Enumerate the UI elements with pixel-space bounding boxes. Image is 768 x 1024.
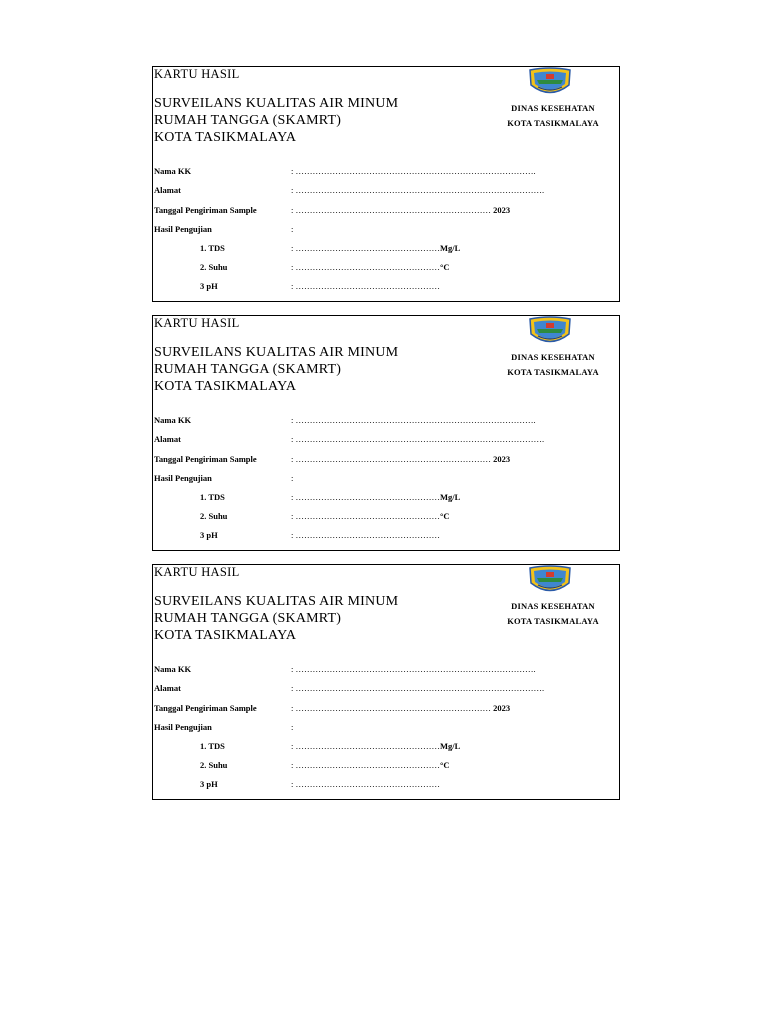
field-blank (291, 760, 450, 770)
field-dots: : …………………………………………… (291, 741, 440, 751)
field-label: Tanggal Pengiriman Sample (154, 703, 257, 713)
agency-name (483, 101, 623, 131)
title-line-2: RUMAH TANGGA (SKAMRT) (154, 611, 342, 626)
field-label: 2. Suhu (200, 760, 228, 770)
field-blank (291, 262, 450, 272)
result-card-1 (152, 66, 620, 302)
title-line-1: SURVEILANS KUALITAS AIR MINUM (154, 345, 399, 360)
field-blank (291, 703, 510, 713)
field-dots: : …………………………………………………………… (291, 205, 491, 215)
agency-line-2: KOTA TASIKMALAYA (507, 118, 599, 128)
field-unit: °C (440, 760, 450, 770)
field-label: 2. Suhu (200, 511, 228, 521)
field-dots: : …………………………………………… (291, 511, 440, 521)
agency-line-1: DINAS KESEHATAN (511, 352, 595, 362)
card-header: KARTU HASIL (154, 67, 240, 81)
field-label: Alamat (154, 434, 181, 444)
city-emblem-icon (526, 316, 574, 347)
field-year: 2023 (491, 703, 511, 713)
field-dots: : …………………………………………… (291, 262, 440, 272)
field-colon: : (291, 722, 294, 732)
field-blank (291, 511, 450, 521)
field-unit: Mg/L (440, 243, 461, 253)
agency-line-1: DINAS KESEHATAN (511, 103, 595, 113)
field-label: Hasil Pengujian (154, 473, 212, 483)
field-dots: : …………………………………………… (291, 492, 440, 502)
field-blank: : …………………………………………… (291, 281, 440, 291)
result-card-3 (152, 564, 620, 800)
field-label: Tanggal Pengiriman Sample (154, 454, 257, 464)
field-year: 2023 (491, 205, 511, 215)
field-label: Hasil Pengujian (154, 722, 212, 732)
field-blank: : …………………………………………………………………………. (291, 166, 536, 176)
field-dots: : …………………………………………… (291, 243, 440, 253)
field-label: 1. TDS (200, 243, 225, 253)
field-blank (291, 454, 510, 464)
field-blank: : ……………………………………………………………………………. (291, 434, 545, 444)
field-label: 3 pH (200, 281, 218, 291)
field-blank: : …………………………………………………………………………. (291, 664, 536, 674)
field-blank (291, 741, 460, 751)
card-title (154, 344, 398, 395)
field-colon: : (291, 224, 294, 234)
field-dots: : …………………………………………… (291, 760, 440, 770)
field-blank (291, 205, 510, 215)
field-dots: : …………………………………………………………… (291, 454, 491, 464)
field-blank: : ……………………………………………………………………………. (291, 683, 545, 693)
field-dots: : …………………………………………………………… (291, 703, 491, 713)
card-header: KARTU HASIL (154, 565, 240, 579)
field-label: Tanggal Pengiriman Sample (154, 205, 257, 215)
field-unit: °C (440, 511, 450, 521)
agency-line-1: DINAS KESEHATAN (511, 601, 595, 611)
title-line-1: SURVEILANS KUALITAS AIR MINUM (154, 594, 399, 609)
field-blank: : …………………………………………………………………………. (291, 415, 536, 425)
field-unit: °C (440, 262, 450, 272)
agency-line-2: KOTA TASIKMALAYA (507, 616, 599, 626)
field-label: 3 pH (200, 530, 218, 540)
field-blank: : …………………………………………… (291, 779, 440, 789)
field-label: Alamat (154, 185, 181, 195)
field-unit: Mg/L (440, 741, 461, 751)
title-line-2: RUMAH TANGGA (SKAMRT) (154, 362, 342, 377)
agency-name (483, 350, 623, 380)
field-blank: : …………………………………………… (291, 530, 440, 540)
title-line-1: SURVEILANS KUALITAS AIR MINUM (154, 96, 399, 111)
city-emblem-icon (526, 565, 574, 596)
card-header: KARTU HASIL (154, 316, 240, 330)
field-label: Nama KK (154, 415, 192, 425)
field-label: 3 pH (200, 779, 218, 789)
title-line-3: KOTA TASIKMALAYA (154, 379, 297, 394)
city-emblem-icon (526, 67, 574, 98)
agency-line-2: KOTA TASIKMALAYA (507, 367, 599, 377)
field-label: 1. TDS (200, 741, 225, 751)
card-title (154, 95, 398, 146)
field-label: 2. Suhu (200, 262, 228, 272)
field-label: Alamat (154, 683, 181, 693)
field-blank: : ……………………………………………………………………………. (291, 185, 545, 195)
field-blank (291, 492, 460, 502)
agency-name (483, 599, 623, 629)
card-title (154, 593, 398, 644)
title-line-3: KOTA TASIKMALAYA (154, 628, 297, 643)
title-line-2: RUMAH TANGGA (SKAMRT) (154, 113, 342, 128)
field-label: Nama KK (154, 166, 192, 176)
result-card-2 (152, 315, 620, 551)
title-line-3: KOTA TASIKMALAYA (154, 130, 297, 145)
field-label: Nama KK (154, 664, 192, 674)
field-unit: Mg/L (440, 492, 461, 502)
field-blank (291, 243, 460, 253)
field-label: Hasil Pengujian (154, 224, 212, 234)
field-year: 2023 (491, 454, 511, 464)
field-label: 1. TDS (200, 492, 225, 502)
field-colon: : (291, 473, 294, 483)
